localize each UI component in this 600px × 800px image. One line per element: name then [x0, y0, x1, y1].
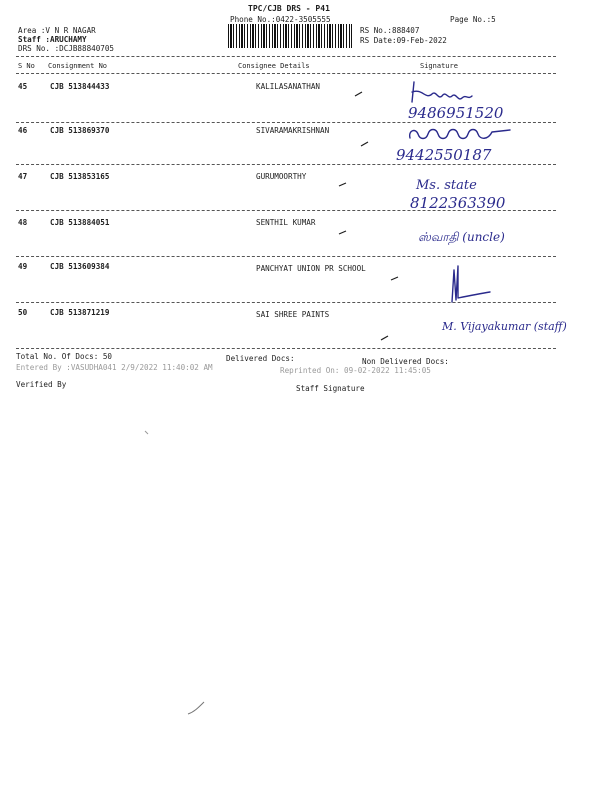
row-consignment: CJB 513871219 — [50, 308, 110, 317]
signature-name: ஸ்வாதி (uncle) — [418, 230, 505, 244]
row-consignee: SAI SHREE PAINTS — [256, 310, 330, 319]
non-delivered-docs: Non Delivered Docs: — [362, 357, 449, 366]
document-title: TPC/CJB DRS - P41 — [248, 4, 330, 13]
rs-number: RS No.:888407 — [360, 26, 420, 35]
row-sno: 47 — [18, 172, 28, 181]
tick-mark — [390, 274, 400, 282]
rs-date: RS Date:09-Feb-2022 — [360, 36, 447, 45]
row-sno: 50 — [18, 308, 28, 317]
divider — [16, 56, 556, 57]
divider — [16, 122, 556, 123]
column-consignee: Consignee Details — [238, 62, 310, 70]
row-sno: 48 — [18, 218, 28, 227]
area-label: Area :V N R NAGAR — [18, 26, 96, 35]
row-consignee: SENTHIL KUMAR — [256, 218, 316, 227]
divider — [16, 256, 556, 257]
row-sno: 49 — [18, 262, 28, 271]
entered-by: Entered By :VASUDHA041 2/9/2022 11:40:02 AM — [16, 363, 213, 372]
row-sno: 46 — [18, 126, 28, 135]
divider — [16, 302, 556, 303]
row-consignee: PANCHYAT UNION PR SCHOOL — [256, 264, 366, 273]
divider — [16, 348, 556, 349]
column-consignment: Consignment No — [48, 62, 108, 70]
divider — [16, 164, 556, 165]
row-consignment: CJB 513884051 — [50, 218, 110, 227]
row-consignment: CJB 513844433 — [50, 82, 110, 91]
staff-signature: Staff Signature — [296, 384, 365, 393]
drs-number: DRS No. :DCJB88840705 — [18, 44, 115, 53]
tick-mark — [380, 334, 390, 342]
scan-mark — [144, 430, 150, 436]
row-consignment: CJB 513609384 — [50, 262, 110, 271]
signature-scribble — [408, 80, 478, 106]
scan-mark — [186, 700, 208, 718]
signature-scribble — [444, 262, 494, 304]
phone-number: Phone No.:0422-3505555 — [230, 15, 331, 24]
row-consignee: SIVARAMAKRISHNAN — [256, 126, 330, 135]
row-consignee: GURUMOORTHY — [256, 172, 307, 181]
row-consignee: KALILASANATHAN — [256, 82, 321, 91]
signature-name: Ms. state — [416, 178, 477, 193]
tick-mark — [338, 228, 348, 236]
barcode-image — [228, 24, 352, 48]
total-docs: Total No. Of Docs: 50 — [16, 352, 113, 361]
page-number: Page No.:5 — [450, 15, 496, 24]
signature-name: M. Vijayakumar (staff) — [442, 320, 567, 333]
signature-scribble — [406, 124, 516, 146]
delivered-docs: Delivered Docs: — [226, 354, 295, 363]
tick-mark — [338, 180, 348, 188]
row-consignment: CJB 513869370 — [50, 126, 110, 135]
signature-phone: 9442550187 — [396, 146, 492, 164]
tick-mark — [360, 140, 370, 148]
divider — [16, 73, 556, 74]
row-consignment: CJB 513853165 — [50, 172, 110, 181]
tick-mark — [354, 90, 364, 98]
divider — [16, 210, 556, 211]
verified-by: Verified By — [16, 380, 67, 389]
staff-label: Staff :ARUCHAMY — [18, 35, 87, 44]
column-signature: Signature — [420, 62, 458, 70]
signature-phone: 9486951520 — [408, 104, 504, 122]
signature-phone: 8122363390 — [410, 194, 506, 212]
column-sno: S No — [18, 62, 35, 70]
reprinted-on: Reprinted On: 09-02-2022 11:45:05 — [280, 366, 431, 375]
row-sno: 45 — [18, 82, 28, 91]
